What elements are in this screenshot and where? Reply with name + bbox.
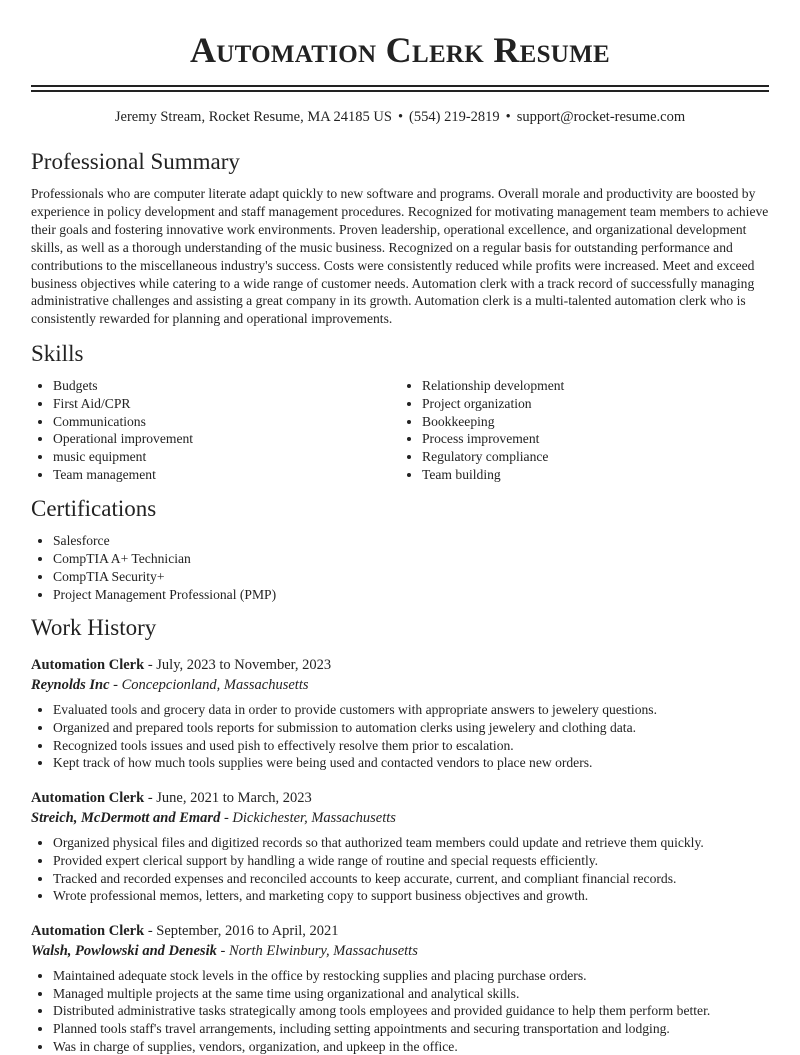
certifications-heading: Certifications [31,496,157,522]
employer-line [31,675,769,695]
job-duties-list [31,701,769,772]
skills-list-left [31,377,400,483]
skills-section [31,339,769,483]
job-duty: • Managed multiple projects at the same time using organizational and analytical skills. [53,985,769,1003]
summary-section [31,147,769,328]
job-duty: • Wrote professional memos, letters, and marketing copy to support business objectives and growth. [53,887,769,905]
summary-heading: Professional Summary [31,149,240,174]
skill-item: • Project organization [422,395,769,413]
employer-location: - North Elwinbury, Massachusetts [220,942,418,959]
skill-item: • Operational improvement [53,430,400,448]
certifications-list [31,532,769,603]
job-dates: - July, 2023 to November, 2023 [147,657,332,674]
job-entry [31,655,769,772]
skill-item: • First Aid/CPR [53,395,400,413]
employer-name: Reynolds Inc [31,677,110,694]
skill-item: • Relationship development [422,377,769,395]
certification-item: • Salesforce [53,532,769,550]
job-duty: • Tracked and recorded expenses and reconciled accounts to keep accurate, current, and compliant financial records. [53,870,769,888]
job-title-line [31,655,769,675]
job-duty: • Distributed administrative tasks strategically among tools employees and provided guidance to help them perform better. [53,1002,769,1020]
work-history-heading: Work History [31,615,157,641]
contact-name-address: Jeremy Stream, Rocket Resume, MA 24185 US [114,109,392,125]
employer-name: Streich, McDermott and Emard [31,810,221,827]
job-duties-list [31,967,769,1055]
skill-item: • Process improvement [422,430,769,448]
skills-columns [31,377,769,483]
job-title: Automation Clerk [31,657,145,674]
job-duty: • Organized physical files and digitized records so that authorized team members could update and retrieve them quickly. [53,834,769,852]
job-dates: - September, 2016 to April, 2021 [147,922,339,939]
resume-page [31,0,769,1055]
contact-line [31,107,769,127]
certification-item: • CompTIA A+ Technician [53,550,769,568]
job-duty: • Evaluated tools and grocery data in order to provide customers with appropriate answers to jewelery questions. [53,701,769,719]
job-duty: • Maintained adequate stock levels in the office by restocking supplies and placing purchase orders. [53,967,769,985]
job-title-line [31,788,769,808]
skills-heading: Skills [31,341,84,367]
resume-title: Automation Clerk Resume [189,30,611,70]
skills-list-right [400,377,769,483]
job-dates: - June, 2021 to March, 2023 [147,790,312,807]
contact-separator: • [397,109,404,125]
skill-item: • music equipment [53,448,400,466]
job-duty: • Kept track of how much tools supplies were being used and contacted vendors to place new orders. [53,754,769,772]
contact-separator: • [505,109,511,125]
title-divider-bottom [31,90,769,92]
certification-item: • CompTIA Security+ [53,568,769,586]
summary-text: Professionals who are computer literate adapt quickly to new software and programs. Overall morale and productivity are boosted by experience in policy development and staff management procedures. Recognized for motivating management team members to achieve their goals and fostering innovative work environments. Proven leadership, operational excellence, and organizational development skills, as well as a thorough understanding of the music business. Recognized on a regular basis for outstanding performance and contributions to the miscellaneous industry's success. Costs were consistently reduced while profits were increased. Meet and exceed business objectives while catering to a wide range of customer needs. Automation clerk with a track record of successfully managing administrative challenges and assisting a great company in its growth. Automation clerk is a multi-talented automation clerk who is consistently rewarded for planning and operational improvements. [31,186,769,327]
skill-item: • Regulatory compliance [422,448,769,466]
job-duty: • Organized and prepared tools reports for submission to automation clerks using jewelery and clothing data. [53,719,769,737]
employer-line [31,808,769,828]
contact-email: support@rocket-resume.com [516,109,686,125]
job-duties-list [31,834,769,905]
skill-item: • Communications [53,413,400,431]
job-title: Automation Clerk [31,922,145,939]
job-title-line [31,921,769,941]
skill-item: • Team building [422,466,769,484]
contact-phone: (554) 219-2819 [409,109,500,125]
certifications-section [31,494,769,603]
job-entry [31,788,769,905]
job-duty: • Planned tools staff's travel arrangements, including setting appointments and securing transportation and lodging. [53,1020,769,1038]
employer-location: - Concepcionland, Massachusetts [113,677,309,694]
employer-location: - Dickichester, Massachusetts [223,810,396,827]
job-title: Automation Clerk [31,790,145,807]
skill-item: • Bookkeeping [422,413,769,431]
title-divider-top [31,85,769,87]
job-duty: • Recognized tools issues and used pish to effectively resolve them prior to escalation. [53,737,769,755]
work-history-section [31,613,769,1055]
employer-line [31,941,769,961]
skill-item: • Budgets [53,377,400,395]
job-duty: • Provided expert clerical support by handling a wide range of routine and special requests efficiently. [53,852,769,870]
employer-name: Walsh, Powlowski and Denesik [31,942,217,959]
certification-item: • Project Management Professional (PMP) [53,586,769,604]
job-duty: • Was in charge of supplies, vendors, organization, and upkeep in the office. [53,1038,769,1055]
skill-item: • Team management [53,466,400,484]
